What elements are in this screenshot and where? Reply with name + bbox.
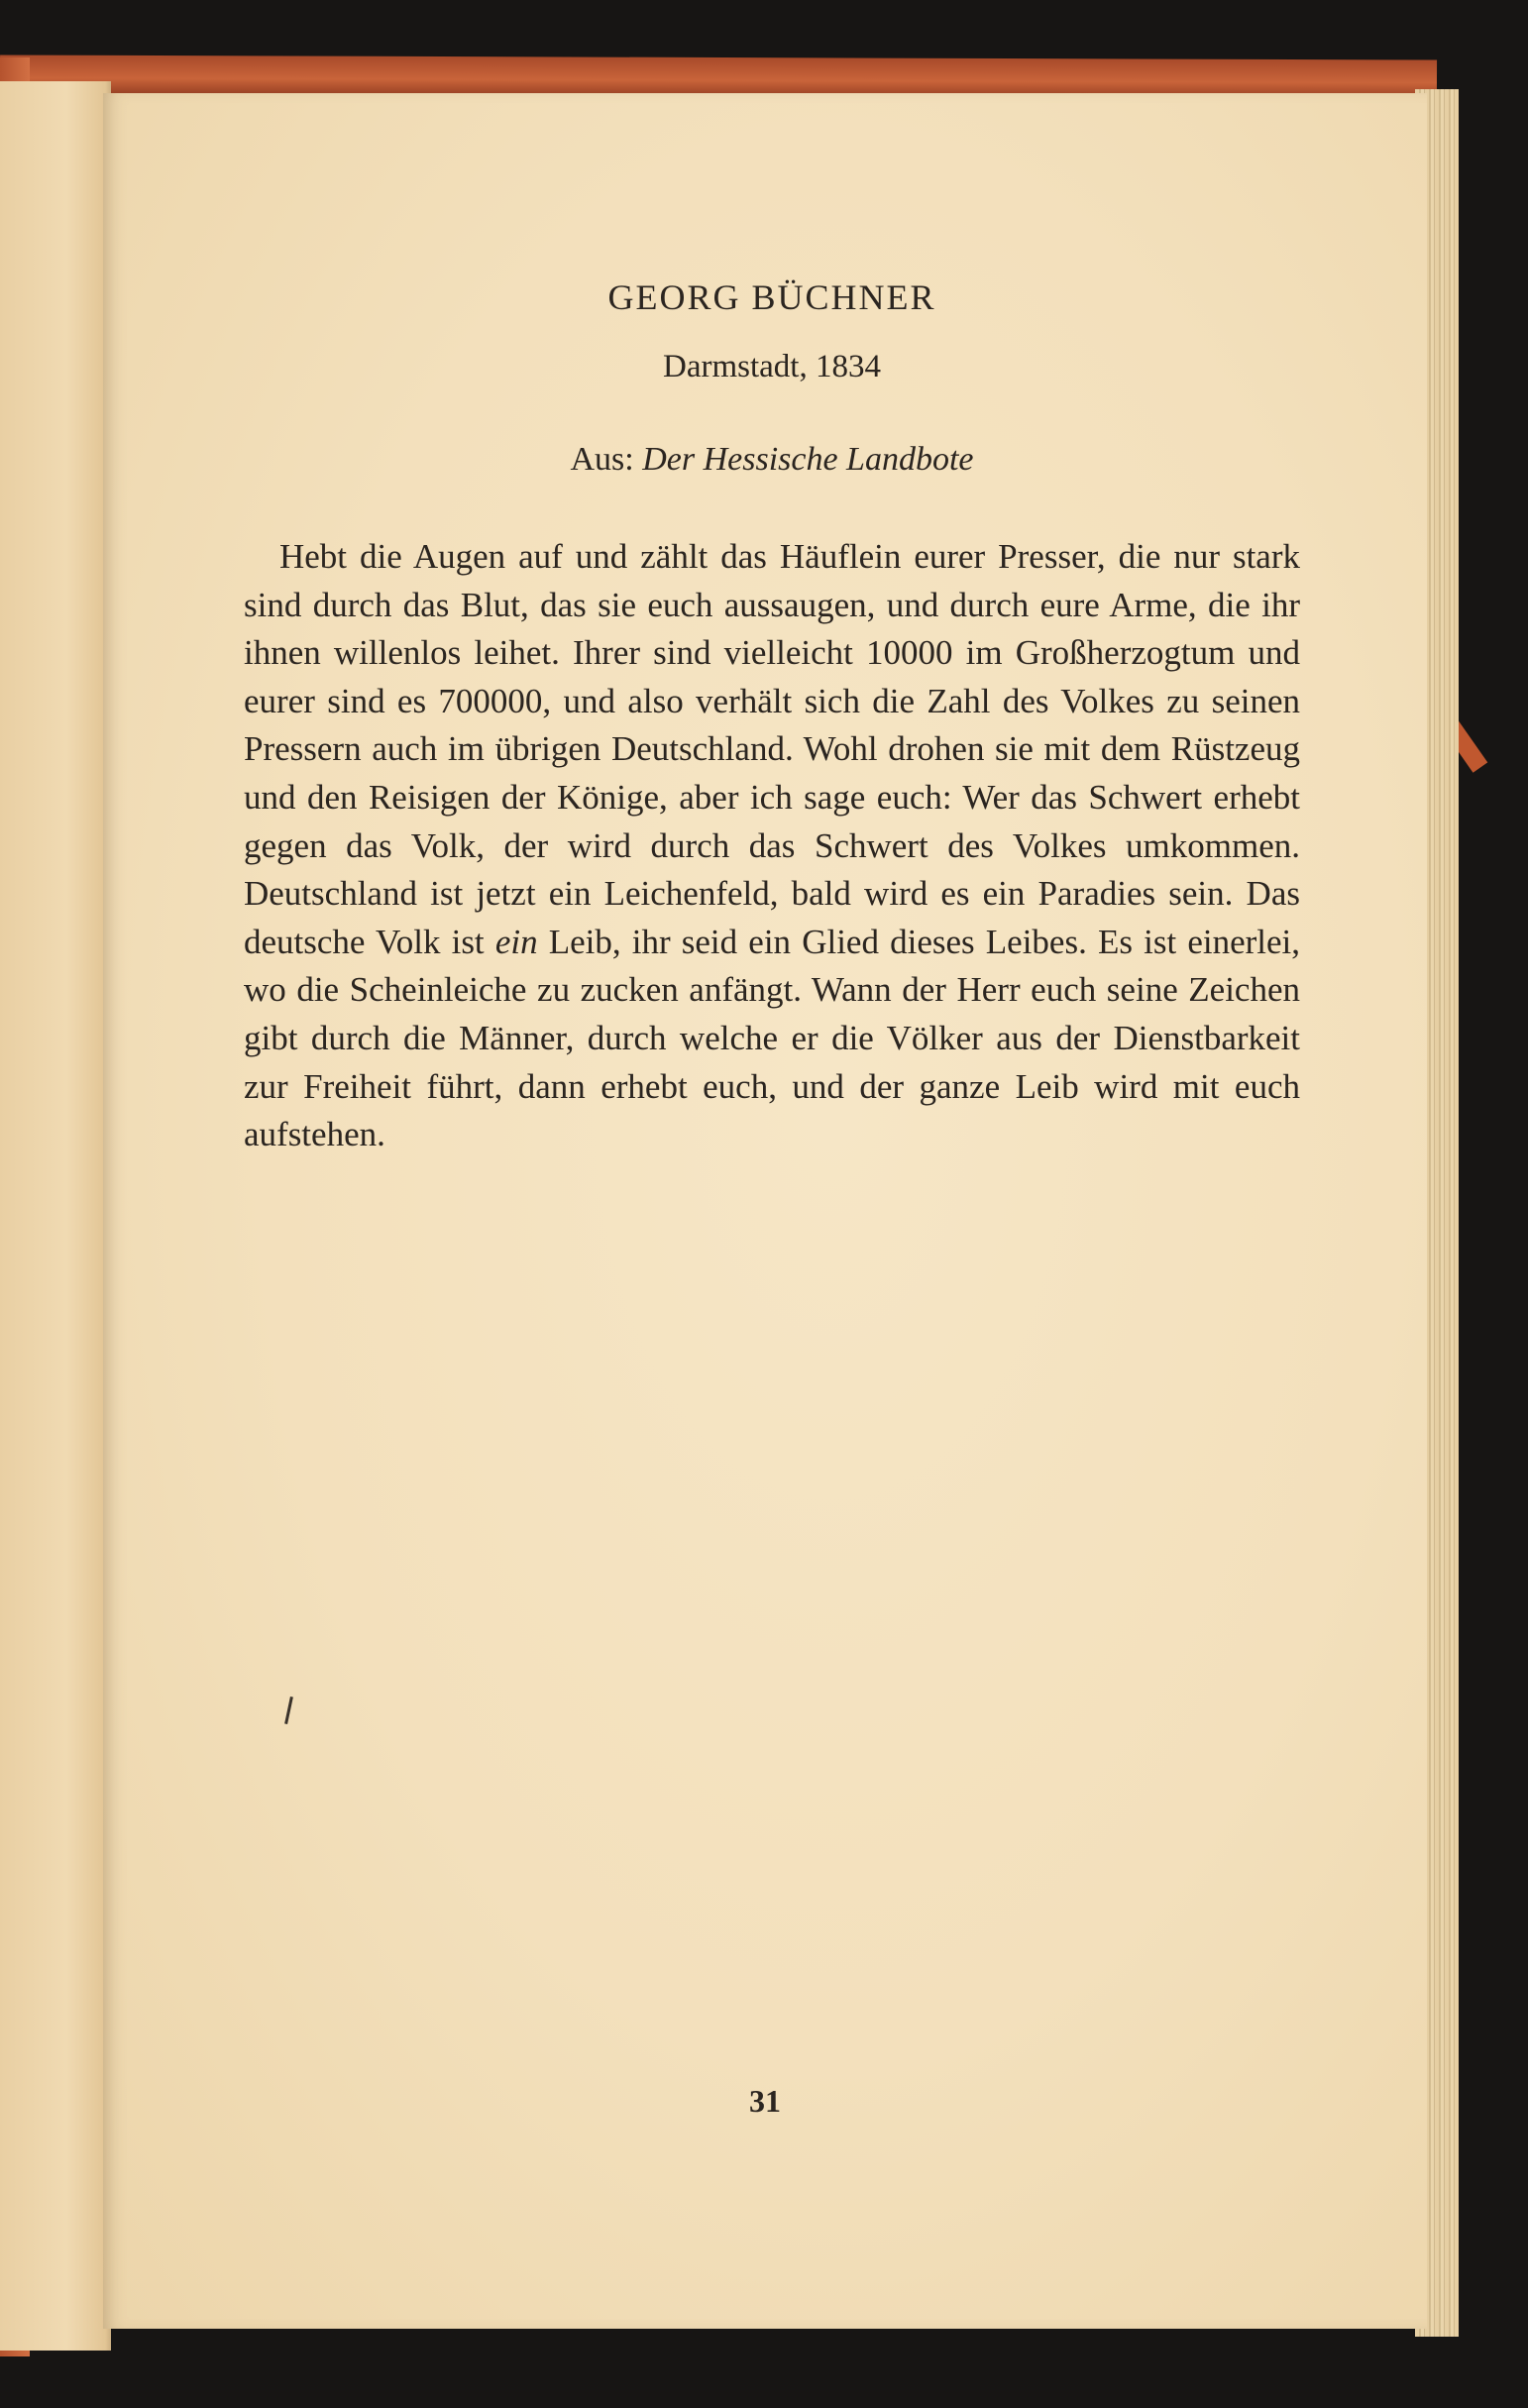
pencil-mark [284,1697,293,1724]
body-text-part-2: Leib, ihr seid ein Glied dieses Leibes. Es ist einerlei, wo die Scheinleiche zu zucken anfängt. Wann der Herr euch seine Zeichen gibt durch die Männer, durch welche er die Völker aus der Dienstbarkeit zur Freiheit führt, dann erhebt euch, und der ganze Leib wird mit euch aufstehen. [244,922,1301,1154]
source-line [244,440,1300,480]
previous-page-edge [0,81,111,2351]
source-prefix: Aus: [570,441,643,478]
body-paragraph [244,533,1300,1159]
source-title: Der Hessische Landbote [642,441,974,478]
author-heading: GEORG BÜCHNER [607,277,936,317]
body-text-part-1: Hebt die Augen auf und zählt das Häuflein eurer Presser, die nur stark sind durch das Blut, das sie euch aussaugen, und durch eure Arme, die ihr ihnen willenlos leihet. Ihrer sind vielleicht 10000 im Großherzogtum und eurer sind es 700000, und also verhält sich die Zahl des Volkes zu seinen Pressern auch im übrigen Deutschland. Wohl drohen sie mit dem Rüstzeug und den Reisigen der Könige, aber ich sage euch: Wer das Schwert erhebt gegen das Volk, der wird durch das Schwert des Volkes umkommen. Deutschland ist jetzt ein Leichenfeld, bald wird es ein Paradies sein. Das deutsche Volk ist [244,537,1300,961]
place-date-line: Darmstadt, 1834 [663,349,881,384]
book-page [103,93,1427,2329]
page-text-block [244,277,1300,1159]
body-emphasis: ein [494,922,538,961]
page-number: 31 [749,2083,781,2119]
